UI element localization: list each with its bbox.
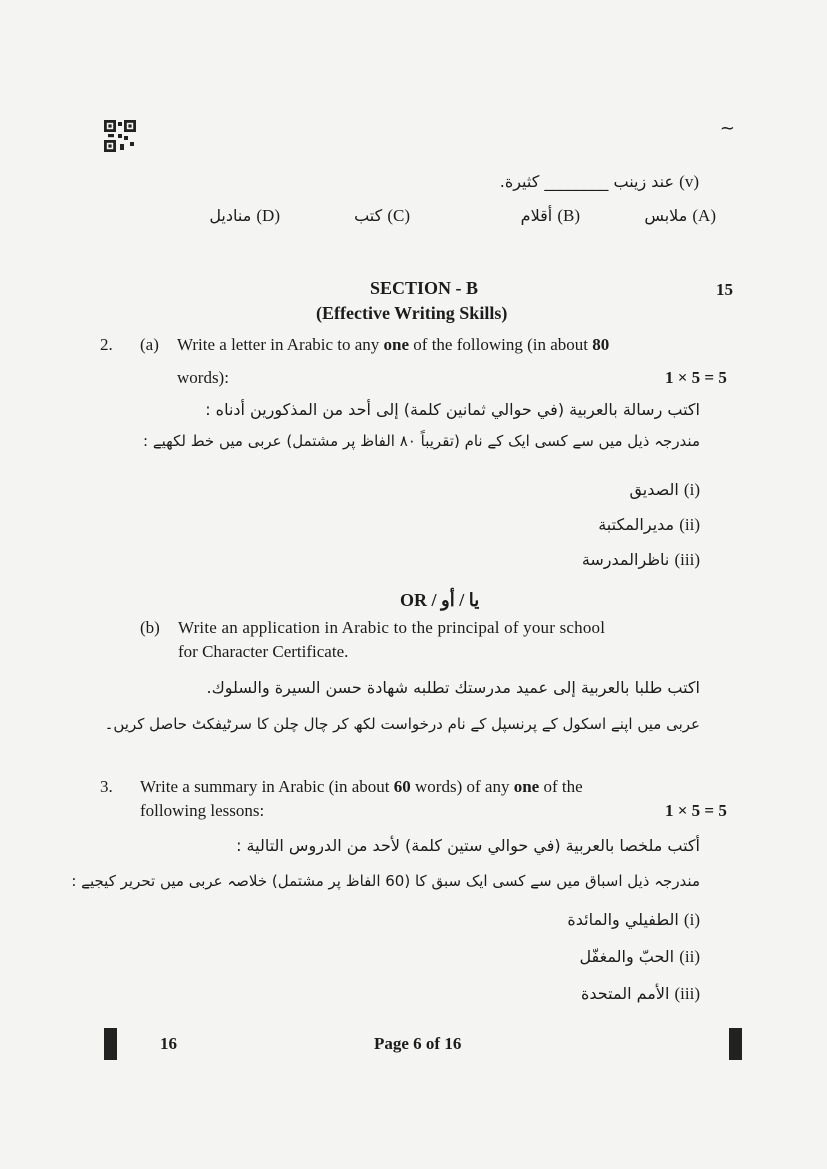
- q3-number: 3.: [100, 777, 113, 796]
- q3-item-iii: (iii) الأمم المتحدة: [581, 984, 700, 1003]
- section-subtitle: (Effective Writing Skills): [316, 303, 508, 323]
- q1-option-c: (C) كتب: [354, 206, 410, 225]
- q2-part-a-text-2: words):: [177, 368, 229, 387]
- right-margin-bar: [729, 1028, 742, 1060]
- q2-part-b-line-2: for Character Certificate.: [178, 642, 349, 661]
- q2-part-a-text: Write a letter in Arabic to any one of the following (in about 80: [177, 335, 610, 354]
- q3-urdu-instruction: مندرجہ ذیل اسباق میں سے کسی ایک سبق کا (60 الفاظ پر مشتمل) خلاصہ عربی میں تحریر کیجیے :: [71, 872, 700, 890]
- q1-option-d: (D) مناديل: [209, 206, 280, 225]
- q1-option-a: (A) ملابس: [644, 206, 716, 225]
- q2-urdu-instruction: مندرجہ ذیل میں سے کسی ایک کے نام (تقریباً ۸۰ الفاظ پر مشتمل) عربی میں خط لکھیے :: [143, 432, 700, 450]
- q2-marks: 1 × 5 = 5: [665, 368, 727, 387]
- q2-part-b-urdu: عربی میں اپنے اسکول کے پرنسپل کے نام درخواست لکھ کر چال چلن کا سرٹیفکٹ حاصل کریں۔: [104, 715, 700, 733]
- qr-code-icon: [104, 120, 136, 152]
- footer-code: 16: [160, 1034, 177, 1053]
- or-divider: OR / یا / أو: [400, 590, 480, 610]
- q3-text: Write a summary in Arabic (in about 60 words) of any one of the: [140, 777, 583, 796]
- q3-item-i: (i) الطفيلي والمائدة: [567, 910, 700, 929]
- q2-part-b-label: (b): [140, 618, 160, 637]
- left-margin-bar: [104, 1028, 117, 1060]
- q2-item-iii: (iii) ناظرالمدرسة: [581, 550, 700, 569]
- q2-arabic-instruction: اكتب رسالة بالعربية (في حوالي ثمانين كلمة) إلى أحد من المذكورين أدناه :: [205, 400, 700, 419]
- q3-arabic-instruction: أكتب ملخصا بالعربية (في حوالي ستين كلمة) لأحد من الدروس التالية :: [236, 836, 700, 855]
- section-title: SECTION - B: [370, 278, 479, 298]
- q2-part-b-line-1: Write an application in Arabic to the principal of your school: [178, 618, 606, 637]
- q1-sentence-text: عند زينب ________ كثيرة.: [499, 172, 675, 191]
- corner-mark: ~: [719, 118, 735, 139]
- q2-number: 2.: [100, 335, 113, 354]
- q3-item-ii: (ii) الحبّ والمغفّل: [579, 947, 700, 966]
- q1-item-label: (v): [679, 172, 699, 191]
- q1-option-b: (B) أقلام: [520, 206, 580, 225]
- q1-sentence: [500, 172, 699, 192]
- q2-part-b-arabic: اكتب طلبا بالعربية إلى عميد مدرستك تطلبه شهادة حسن السيرة والسلوك.: [206, 678, 700, 697]
- q2-item-i: (i) الصديق: [629, 480, 700, 499]
- q2-item-ii: (ii) مديرالمكتبة: [598, 515, 700, 534]
- q3-text-2: following lessons:: [140, 801, 265, 820]
- q3-marks: 1 × 5 = 5: [665, 801, 727, 820]
- q2-part-a-label: (a): [140, 335, 159, 354]
- footer-page: Page 6 of 16: [374, 1034, 462, 1053]
- section-marks: 15: [716, 280, 733, 299]
